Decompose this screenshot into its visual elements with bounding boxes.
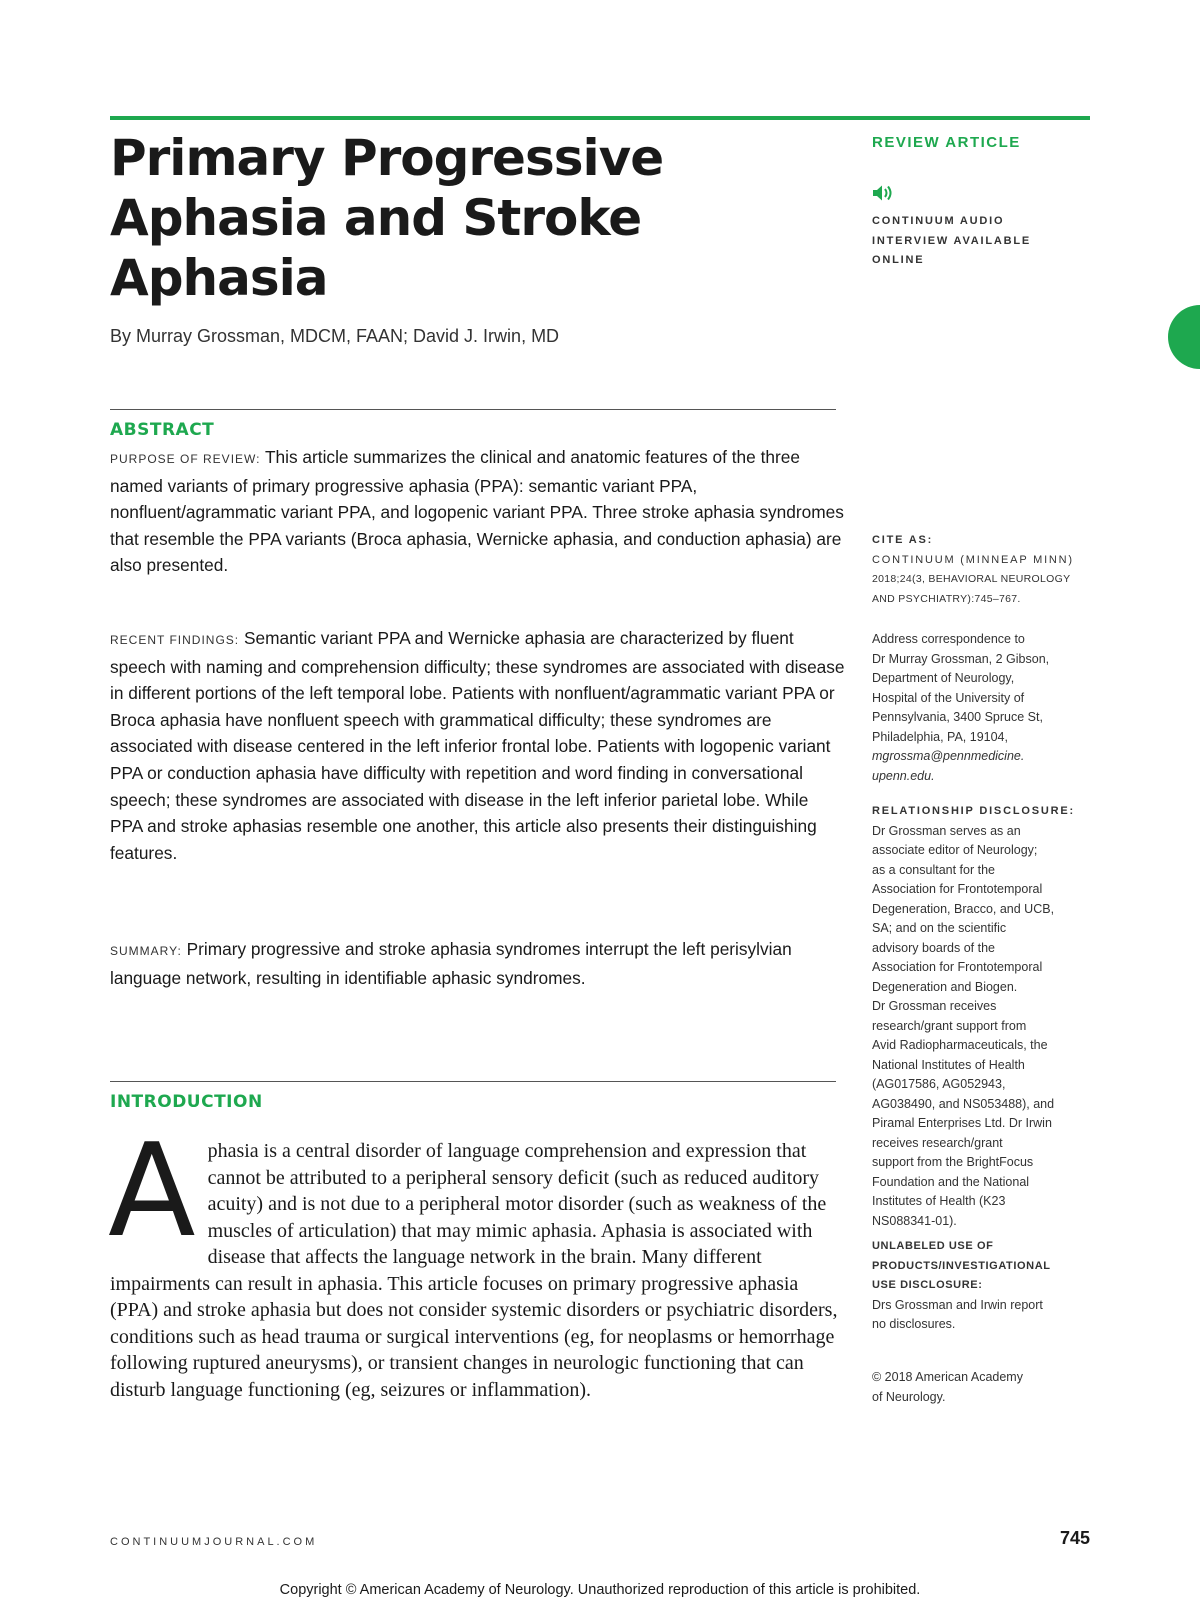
cite-line-2: 2018;24(3, BEHAVIORAL NEUROLOGY	[872, 573, 1071, 585]
abstract-heading: ABSTRACT	[110, 420, 215, 440]
top-accent-rule	[110, 116, 1090, 120]
cite-as-block	[872, 531, 1097, 609]
introduction-body	[108, 1117, 845, 1403]
introduction-divider	[110, 1081, 836, 1082]
unlabeled-label: USE DISCLOSURE:	[872, 1279, 983, 1291]
disclosure-line: Piramal Enterprises Ltd. Dr Irwin	[872, 1116, 1052, 1130]
email-link[interactable]: upenn.edu.	[872, 768, 935, 783]
abstract-divider	[110, 409, 836, 410]
copyright-notice: Copyright © American Academy of Neurology. Unauthorized reproduction of this article is prohibited.	[279, 1582, 921, 1598]
disclosure-line: support from the BrightFocus	[872, 1155, 1034, 1169]
disclosure-line: AG038490, and NS053488), and	[872, 1096, 1055, 1111]
purpose-label: PURPOSE OF REVIEW:	[110, 452, 261, 466]
relationship-disclosure-block	[872, 802, 1097, 1231]
audio-line-3: ONLINE	[872, 254, 925, 266]
unlabeled-label: PRODUCTS/INVESTIGATIONAL	[872, 1259, 1051, 1272]
cite-line-1: CONTINUUM (MINNEAP MINN)	[872, 553, 1074, 566]
relationship-label: RELATIONSHIP DISCLOSURE:	[872, 805, 1075, 817]
title-line-1: Primary Progressive	[110, 129, 664, 187]
disclosure-line: SA; and on the scientific	[872, 921, 1007, 935]
email-link[interactable]: mgrossma@pennmedicine.	[872, 749, 1025, 763]
audio-interview-note[interactable]	[872, 212, 1097, 271]
section-tab-marker	[1168, 305, 1200, 369]
address-line: Department of Neurology,	[872, 671, 1015, 685]
copyright-line: © 2018 American Academy	[872, 1370, 1023, 1384]
summary-label: SUMMARY:	[110, 944, 182, 958]
address-block	[872, 630, 1097, 786]
audio-line-1: CONTINUUM AUDIO	[872, 215, 1005, 227]
disclosure-line: Degeneration, Bracco, and UCB,	[872, 901, 1055, 916]
disclosure-line: Association for Frontotemporal	[872, 960, 1043, 974]
purpose-of-review	[110, 444, 845, 579]
address-line: Dr Murray Grossman, 2 Gibson,	[872, 651, 1050, 666]
findings-text: Semantic variant PPA and Wernicke aphasia are characterized by fluent speech with naming and comprehension difficulty; these syndromes are associated with disease in different portions of the left temporal lobe. Patients with nonfluent/agrammatic variant PPA or Broca aphasia have nonfluent speech with grammatical difficulty; these syndromes are associated with disease centered in the left inferior frontal lobe. Patients with logopenic variant PPA or conduction aphasia have difficulty with repetition and word finding in conversational speech; these syndromes are associated with disease in the left inferior parietal lobe. While PPA and stroke aphasias resemble one another, this article also presents their distinguishing features.	[110, 628, 845, 863]
summary	[110, 936, 845, 991]
author-byline: By Murray Grossman, MDCM, FAAN; David J. Irwin, MD	[110, 326, 560, 346]
disclosure-line: NS088341-01).	[872, 1213, 957, 1228]
disclosure-line: Association for Frontotemporal	[872, 882, 1043, 896]
disclosure-line: Dr Grossman receives	[872, 999, 997, 1013]
speaker-icon[interactable]	[872, 184, 896, 202]
title-line-2: Aphasia and Stroke	[110, 189, 642, 247]
drop-cap: A	[108, 1117, 196, 1266]
unlabeled-line: Drs Grossman and Irwin report	[872, 1297, 1043, 1312]
cite-line-3: AND PSYCHIATRY):745–767.	[872, 592, 1021, 605]
disclosure-line: Institutes of Health (K23	[872, 1194, 1006, 1208]
cite-label: CITE AS:	[872, 534, 934, 546]
sidebar-copyright	[872, 1368, 1097, 1407]
disclosure-line: research/grant support from	[872, 1018, 1027, 1033]
address-line: Hospital of the University of	[872, 690, 1025, 705]
disclosure-line: (AG017586, AG052943,	[872, 1077, 1006, 1091]
recent-findings	[110, 625, 845, 866]
disclosure-line: as a consultant for the	[872, 862, 995, 877]
address-line: Pennsylvania, 3400 Spruce St,	[872, 710, 1043, 724]
introduction-text: phasia is a central disorder of language comprehension and expression that cannot be attributed to a peripheral sensory deficit (such as reduced auditory acuity) and is not due to a peripheral motor disorder (such as weakness of the muscles of articulation) that may mimic aphasia. Aphasia is associated with disease that affects the language network in the brain. Many different impairments can result in aphasia. This article focuses on primary progressive aphasia (PPA) and stroke aphasia but does not consider systemic disorders or psychiatric disorders, conditions such as head trauma or surgical interventions (eg, for neoplasms or hemorrhage following ruptured aneurysms), or transient changes in neurologic functioning that can disturb language functioning (eg, seizures or inflammation).	[110, 1140, 838, 1401]
copyright-line: of Neurology.	[872, 1389, 946, 1404]
title-line-3: Aphasia	[110, 249, 328, 307]
unlabeled-label: UNLABELED USE OF	[872, 1240, 994, 1252]
audio-line-2: INTERVIEW AVAILABLE	[872, 234, 1032, 247]
article-title	[110, 128, 730, 308]
review-article-label: REVIEW ARTICLE	[872, 134, 1021, 151]
disclosure-line: associate editor of Neurology;	[872, 843, 1038, 857]
disclosure-line: Foundation and the National	[872, 1174, 1030, 1189]
disclosure-line: Degeneration and Biogen.	[872, 979, 1018, 994]
address-line: Philadelphia, PA, 19104,	[872, 729, 1008, 744]
disclosure-line: receives research/grant	[872, 1135, 1003, 1150]
journal-site-link[interactable]: CONTINUUMJOURNAL.COM	[110, 1536, 318, 1548]
summary-text: Primary progressive and stroke aphasia syndromes interrupt the left perisylvian language network, resulting in identifiable aphasic syndromes.	[110, 939, 792, 988]
disclosure-line: Avid Radiopharmaceuticals, the	[872, 1038, 1048, 1052]
introduction-heading: INTRODUCTION	[110, 1092, 263, 1112]
unlabeled-use-block	[872, 1237, 1097, 1335]
disclosure-line: National Institutes of Health	[872, 1057, 1025, 1072]
disclosure-line: advisory boards of the	[872, 940, 995, 955]
findings-label: RECENT FINDINGS:	[110, 633, 240, 647]
page-number: 745	[1059, 1528, 1090, 1548]
purpose-text: This article summarizes the clinical and anatomic features of the three named variants of primary progressive aphasia (PPA): semantic variant PPA, nonfluent/agrammatic variant PPA, and logopenic variant PPA. Three stroke aphasia syndromes that resemble the PPA variants (Broca aphasia, Wernicke aphasia, and conduction aphasia) are also presented.	[110, 447, 844, 576]
disclosure-line: Dr Grossman serves as an	[872, 823, 1021, 838]
unlabeled-line: no disclosures.	[872, 1317, 956, 1331]
address-line: Address correspondence to	[872, 632, 1025, 646]
